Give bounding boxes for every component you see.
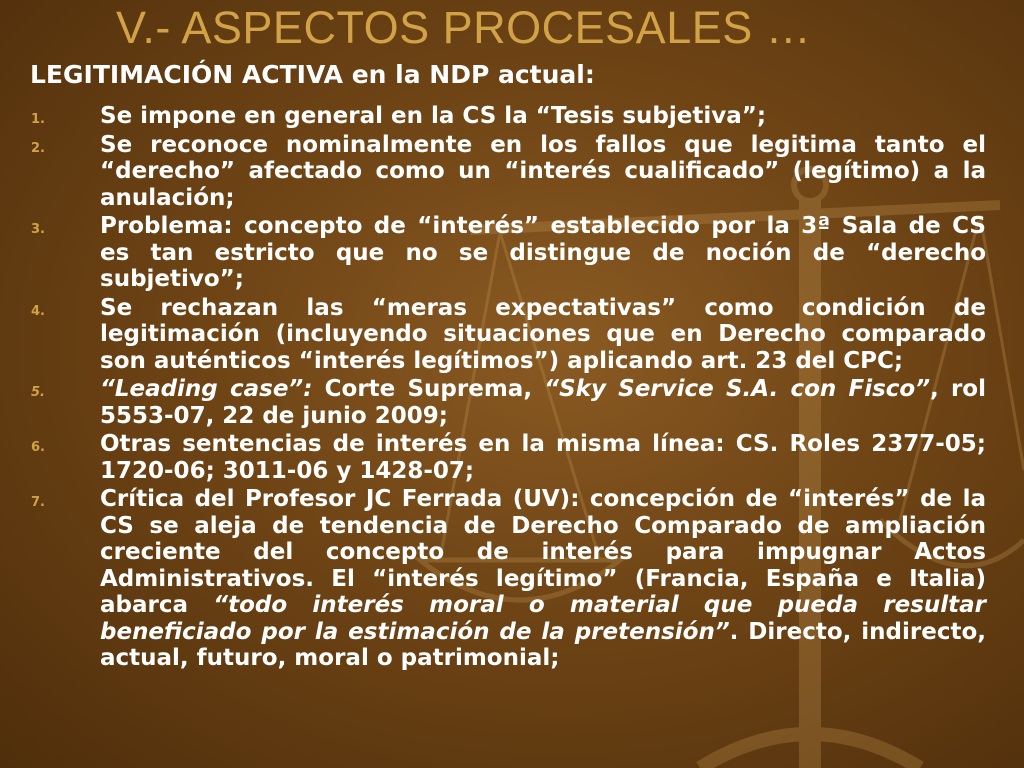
- case-name: “Sky Service S.A. con Fisco”: [544, 376, 931, 402]
- list-item: [0, 376, 986, 429]
- list-marker: 2.: [31, 140, 45, 156]
- list-item: [0, 486, 986, 672]
- list-item: [0, 103, 986, 130]
- list-item-text: Corte Suprema,: [312, 376, 545, 402]
- list-item: [0, 213, 986, 293]
- list-item-text: . Directo, indirecto, actual, futuro, moral o patrimonial;: [100, 618, 986, 671]
- list-item-text: Otras sentencias de interés en la misma línea: CS. Roles 2377-05; 1720-06; 3011-06 y 1428-07;: [100, 431, 986, 484]
- list-item-text: Crítica del Profesor JC Ferrada (UV): concepción de “interés” de la CS se aleja de tendencia de Derecho Comparado de ampliación creciente del concepto de interés para impugnar Actos Administrativos. El “interés legítimo” (Francia, España e Italia) abarca: [100, 486, 986, 618]
- quoted-definition: “todo interés moral o material que pueda resultar beneficiado por la estimación de la pretensión”: [100, 592, 987, 645]
- list-marker: 3.: [31, 222, 45, 237]
- list-marker: 4.: [31, 303, 45, 319]
- list-marker: 1.: [31, 112, 45, 127]
- list-item: [0, 295, 986, 375]
- leading-case-label: “Leading case”:: [100, 376, 313, 402]
- list-item-text: Se reconoce nominalmente en los fallos que legitima tanto el “derecho” afectado como un “interés cualificado” (legítimo) a la anulación;: [100, 131, 986, 211]
- list-marker: 6.: [31, 440, 45, 455]
- list-marker: 7.: [31, 495, 45, 510]
- list-item: [0, 132, 986, 212]
- slide-title: V.- ASPECTOS PROCESALES …: [116, 2, 812, 53]
- list-item-text: Se impone en general en la CS la “Tesis subjetiva”;: [100, 103, 767, 129]
- list-item-text: Problema: concepto de “interés” establecido por la 3ª Sala de CS es tan estricto que no se distingue de noción de “derecho subjetivo”;: [100, 213, 986, 292]
- list-item-text: Se rechazan las “meras expectativas” como condición de legitimación (incluyendo situaciones que en Derecho comparado son auténticos “interés legítimos”) aplicando art. 23 del CPC;: [100, 294, 986, 374]
- list-item-text: , rol 5553-07, 22 de junio 2009;: [100, 376, 986, 429]
- numbered-list: [0, 103, 1024, 674]
- list-item: [0, 431, 986, 484]
- list-marker: 5.: [31, 385, 45, 400]
- slide-subtitle: LEGITIMACIÓN ACTIVA en la NDP actual:: [30, 60, 595, 89]
